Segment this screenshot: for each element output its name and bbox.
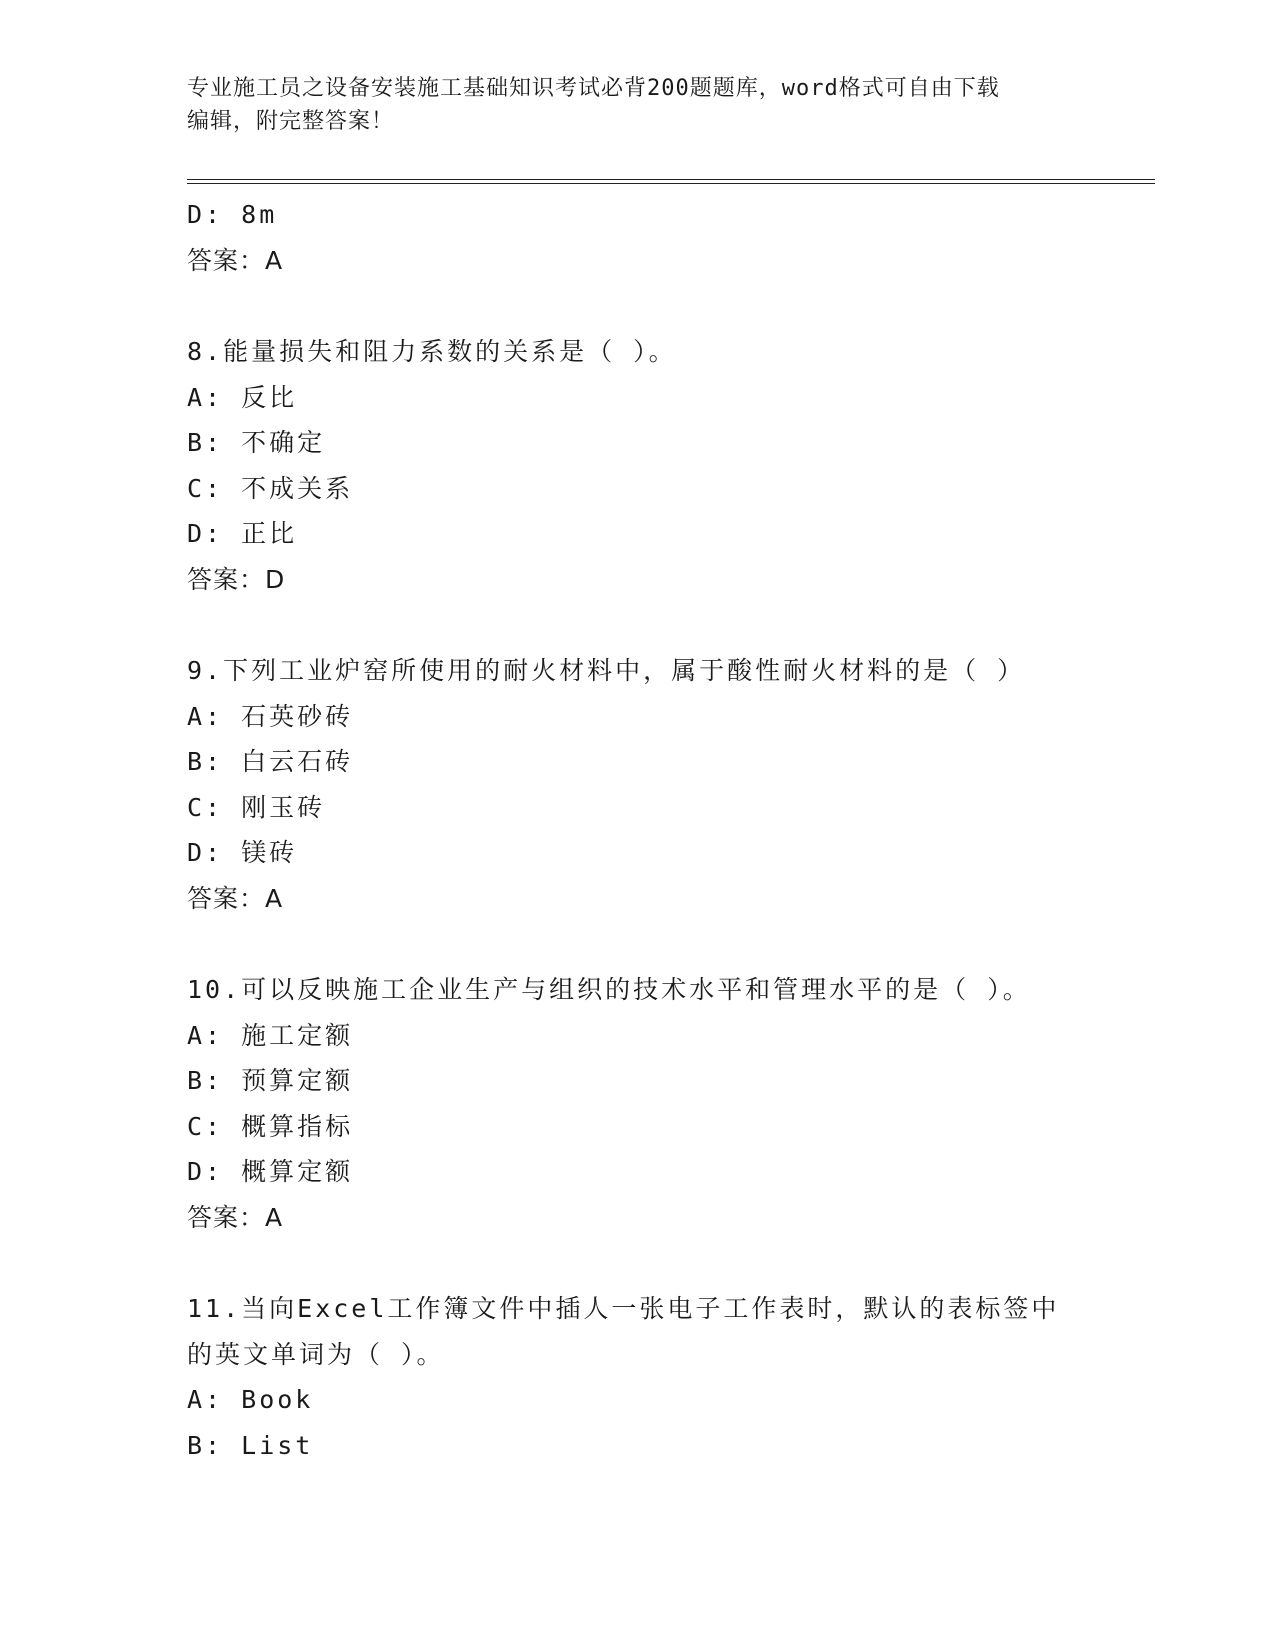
answer-line: 答案：A <box>187 883 284 913</box>
option-b: B: 预算定额 <box>187 1066 354 1095</box>
option-a: A: 施工定额 <box>187 1020 354 1050</box>
question-stem: 9.下列工业炉窑所使用的耐火材料中，属于酸性耐火材料的是（ ） <box>187 656 1026 685</box>
header-divider-bottom <box>187 183 1155 184</box>
spacer <box>187 283 1155 329</box>
option-c: C: 概算指标 <box>187 1111 354 1141</box>
question-stem-line-1: 11.当向Excel工作簿文件中插人一张电子工作表时，默认的表标签中 <box>187 1294 1060 1323</box>
question-11 <box>187 1286 1155 1468</box>
header-line-2: 编辑，附完整答案！ <box>187 109 395 134</box>
spacer <box>187 1240 1155 1286</box>
option-d: D: 镁砖 <box>187 838 298 867</box>
question-list <box>187 192 1155 1468</box>
question-10 <box>187 967 1155 1240</box>
option-b: B: 白云石砖 <box>187 747 354 776</box>
question-stem: 8.能量损失和阻力系数的关系是（ ）。 <box>187 337 677 366</box>
answer-line: 答案：D <box>187 564 286 594</box>
option-a: A: 石英砂砖 <box>187 701 354 731</box>
option-b: B: List <box>187 1430 314 1460</box>
option-d: D: 概算定额 <box>187 1157 354 1186</box>
option-a: A: Book <box>187 1385 314 1414</box>
document-header <box>187 72 1087 138</box>
header-divider-top <box>187 179 1155 180</box>
answer-line: 答案：A <box>187 1202 284 1232</box>
option-c: C: 刚玉砖 <box>187 792 326 822</box>
spacer <box>187 602 1155 648</box>
option-b: B: 不确定 <box>187 428 326 457</box>
option-d: D: 8m <box>187 200 278 229</box>
answer-line: 答案：A <box>187 245 284 275</box>
header-line-1: 专业施工员之设备安装施工基础知识考试必背200题题库，word格式可自由下载 <box>187 76 1000 101</box>
option-d: D: 正比 <box>187 519 298 548</box>
question-stem: 10.可以反映施工企业生产与组织的技术水平和管理水平的是（ ）。 <box>187 975 1031 1004</box>
option-c: C: 不成关系 <box>187 473 354 503</box>
option-a: A: 反比 <box>187 382 298 412</box>
question-9 <box>187 648 1155 921</box>
question-8 <box>187 329 1155 602</box>
spacer <box>187 921 1155 967</box>
question-stem-line-2: 的英文单词为（ ）。 <box>187 1339 445 1369</box>
question-7-tail <box>187 192 1155 283</box>
